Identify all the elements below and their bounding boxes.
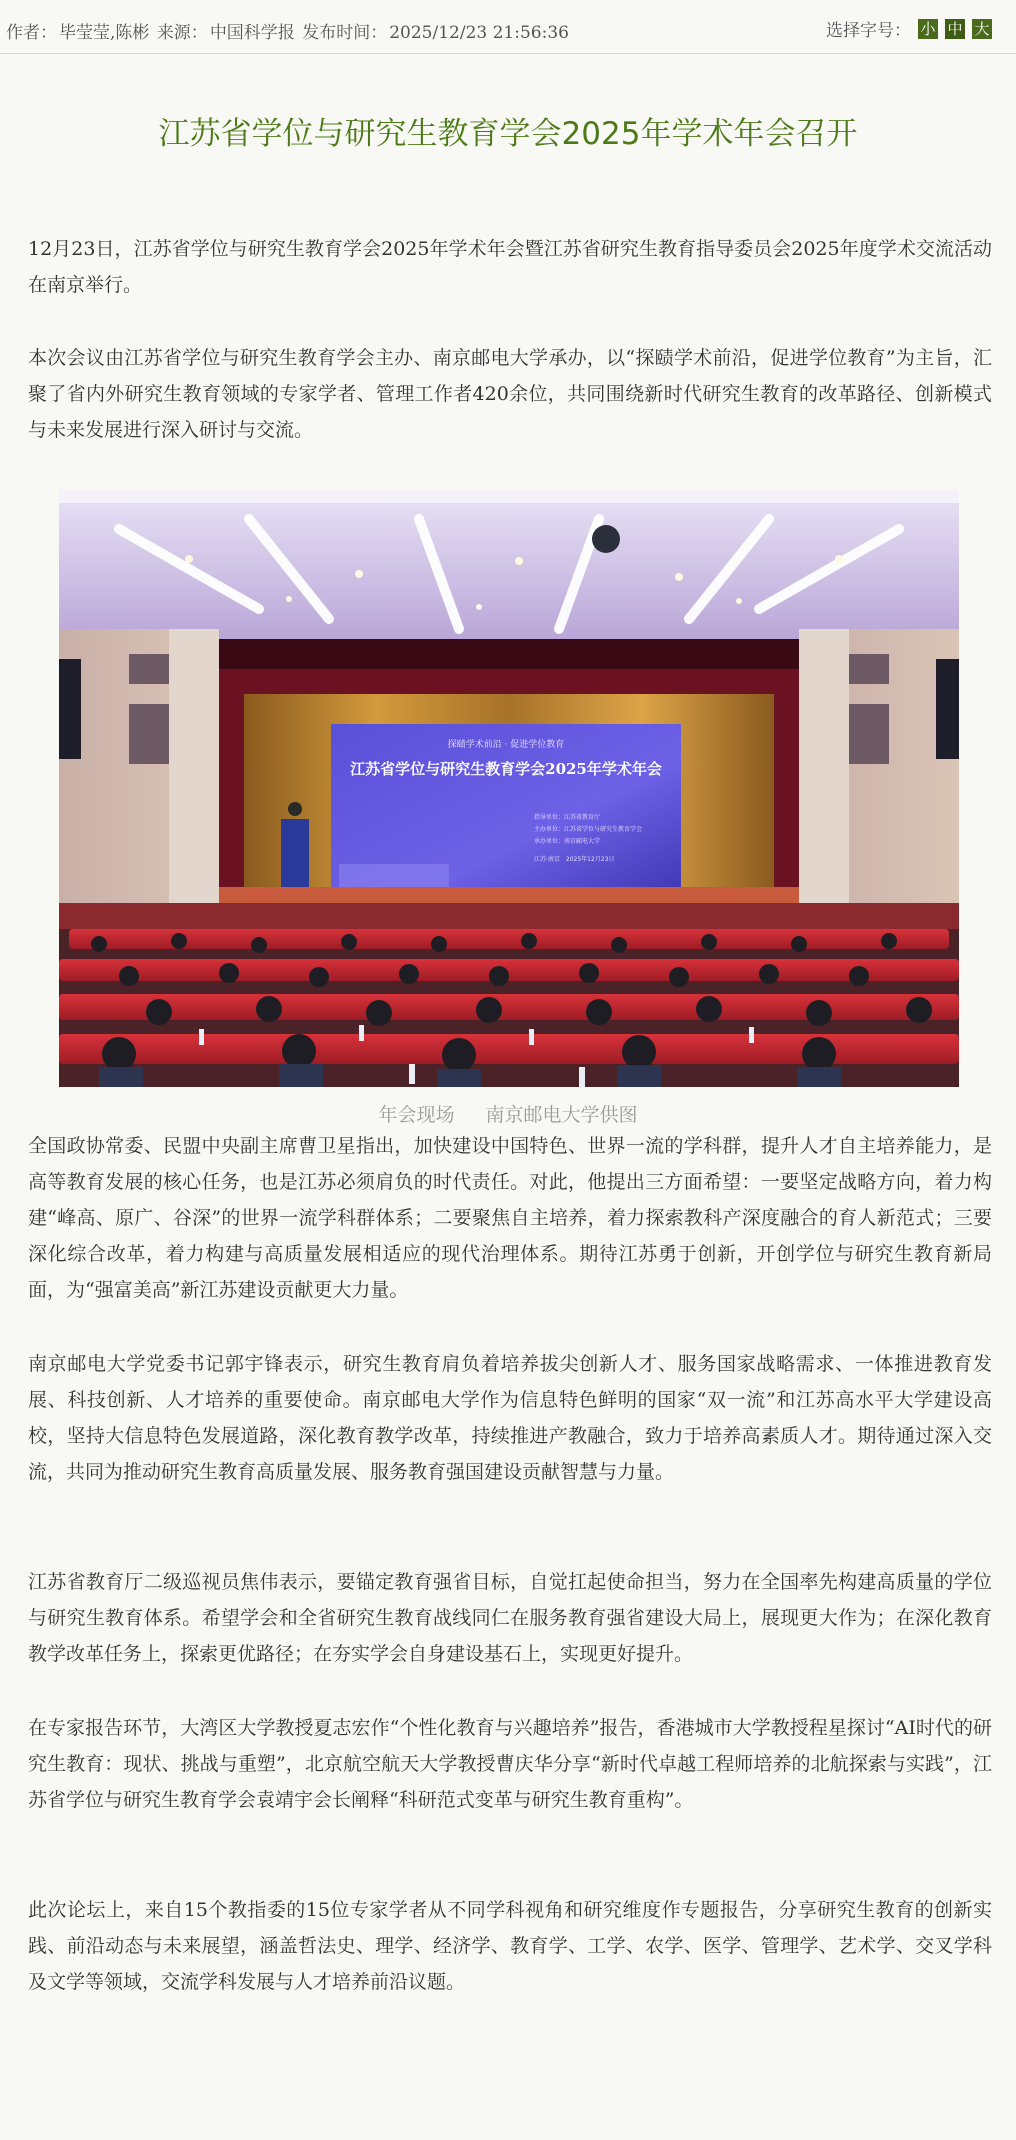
- podium: [281, 819, 309, 889]
- article-title: 江苏省学位与研究生教育学会2025年学术年会召开: [158, 116, 858, 152]
- conference-hall-illustration: [59, 489, 959, 1087]
- screen-slogan: 探赜学术前沿 · 促进学位教育: [447, 740, 565, 750]
- camera-icon: [592, 525, 620, 553]
- audience-seats: [59, 929, 959, 1087]
- article-paragraph: 全国政协常委、民盟中央副主席曹卫星指出，加快建设中国特色、世界一流的学科群，提升人才自主培养能力，是高等教育发展的核心任务，也是江苏必须肩负的时代责任。对此，他提出三方面希望：一要坚定战略方向，着力构建“峰高、原广、谷深”的世界一流学科群体系；二要聚焦自主培养，着力探索教科产深度融合的育人新范式；三要深化综合改革，着力构建与高质量发展相适应的现代治理体系。期待江苏勇于创新，开创学位与研究生教育新局面，为“强富美高”新江苏建设贡献更大力量。: [28, 1135, 992, 1301]
- font-size-label: 选择字号：: [826, 21, 911, 41]
- screen-info-line: 主办单位：江苏省学位与研究生教育学会: [534, 826, 643, 833]
- article-meta: [6, 18, 571, 43]
- screen-info-line: 指导单位：江苏省教育厅: [534, 814, 601, 821]
- screen-title: 江苏省学位与研究生教育学会2025年学术年会: [350, 760, 662, 778]
- font-size-large-button[interactable]: 大: [972, 19, 992, 39]
- article-paragraph: 本次会议由江苏省学位与研究生教育学会主办、南京邮电大学承办，以“探赜学术前沿，促进学位教育”为主旨，汇聚了省内外研究生教育领域的专家学者、管理工作者420余位，共同围绕新时代研究生教育的改革路径、创新模式与未来发展进行深入研讨与交流。: [28, 347, 992, 441]
- screen-info-line: 江苏·南京 2025年12月23日: [534, 856, 615, 863]
- article-meta-bar: [0, 0, 1016, 54]
- source-value: 中国科学报: [209, 23, 295, 43]
- author-value: 毕莹莹,陈彬: [59, 23, 150, 43]
- time-label: 发布时间：: [302, 23, 388, 43]
- source-label: 来源：: [156, 23, 208, 43]
- article-paragraph: 南京邮电大学党委书记郭宇锋表示，研究生教育肩负着培养拔尖创新人才、服务国家战略需求、一体推进教育发展、科技创新、人才培养的重要使命。南京邮电大学作为信息特色鲜明的国家“双一流”和江苏高水平大学建设高校，坚持大信息特色发展道路，深化教育教学改革，持续推进产教融合，致力于培养高素质人才。期待通过深入交流，共同为推动研究生教育高质量发展、服务教育强国建设贡献智慧与力量。: [28, 1353, 992, 1483]
- font-size-medium-button[interactable]: 中: [945, 19, 965, 39]
- screen-info-line: 承办单位：南京邮电大学: [534, 838, 601, 845]
- photo-caption: 年会现场 南京邮电大学供图: [378, 1104, 638, 1126]
- font-size-small-button[interactable]: 小: [918, 19, 938, 39]
- conference-photo: [59, 489, 959, 1087]
- time-value: 2025/12/23 21:56:36: [389, 23, 569, 43]
- article-paragraph: 在专家报告环节，大湾区大学教授夏志宏作“个性化教育与兴趣培养”报告，香港城市大学教授程星探讨“AI时代的研究生教育：现状、挑战与重塑”，北京航空航天大学教授曹庆华分享“新时代卓越工程师培养的北航探索与实践”，江苏省学位与研究生教育学会袁靖宇会长阐释“科研范式变革与研究生教育重构”。: [28, 1717, 992, 1811]
- author-label: 作者：: [6, 23, 57, 43]
- article-paragraph: 此次论坛上，来自15个教指委的15位专家学者从不同学科视角和研究维度作专题报告，分享研究生教育的创新实践、前沿动态与未来展望，涵盖哲法史、理学、经济学、教育学、工学、农学、医学、管理学、艺术学、交叉学科及文学等领域，交流学科发展与人才培养前沿议题。: [28, 1899, 992, 1993]
- article-paragraph: 12月23日，江苏省学位与研究生教育学会2025年学术年会暨江苏省研究生教育指导委员会2025年度学术交流活动在南京举行。: [28, 238, 992, 296]
- article-paragraph: 江苏省教育厅二级巡视员焦伟表示，要锚定教育强省目标，自觉扛起使命担当，努力在全国率先构建高质量的学位与研究生教育体系。希望学会和全省研究生教育战线同仁在服务教育强省建设大局上，展现更大作为；在深化教育教学改革任务上，探索更优路径；在夯实学会自身建设基石上，实现更好提升。: [28, 1571, 992, 1665]
- font-size-selector: [826, 16, 992, 41]
